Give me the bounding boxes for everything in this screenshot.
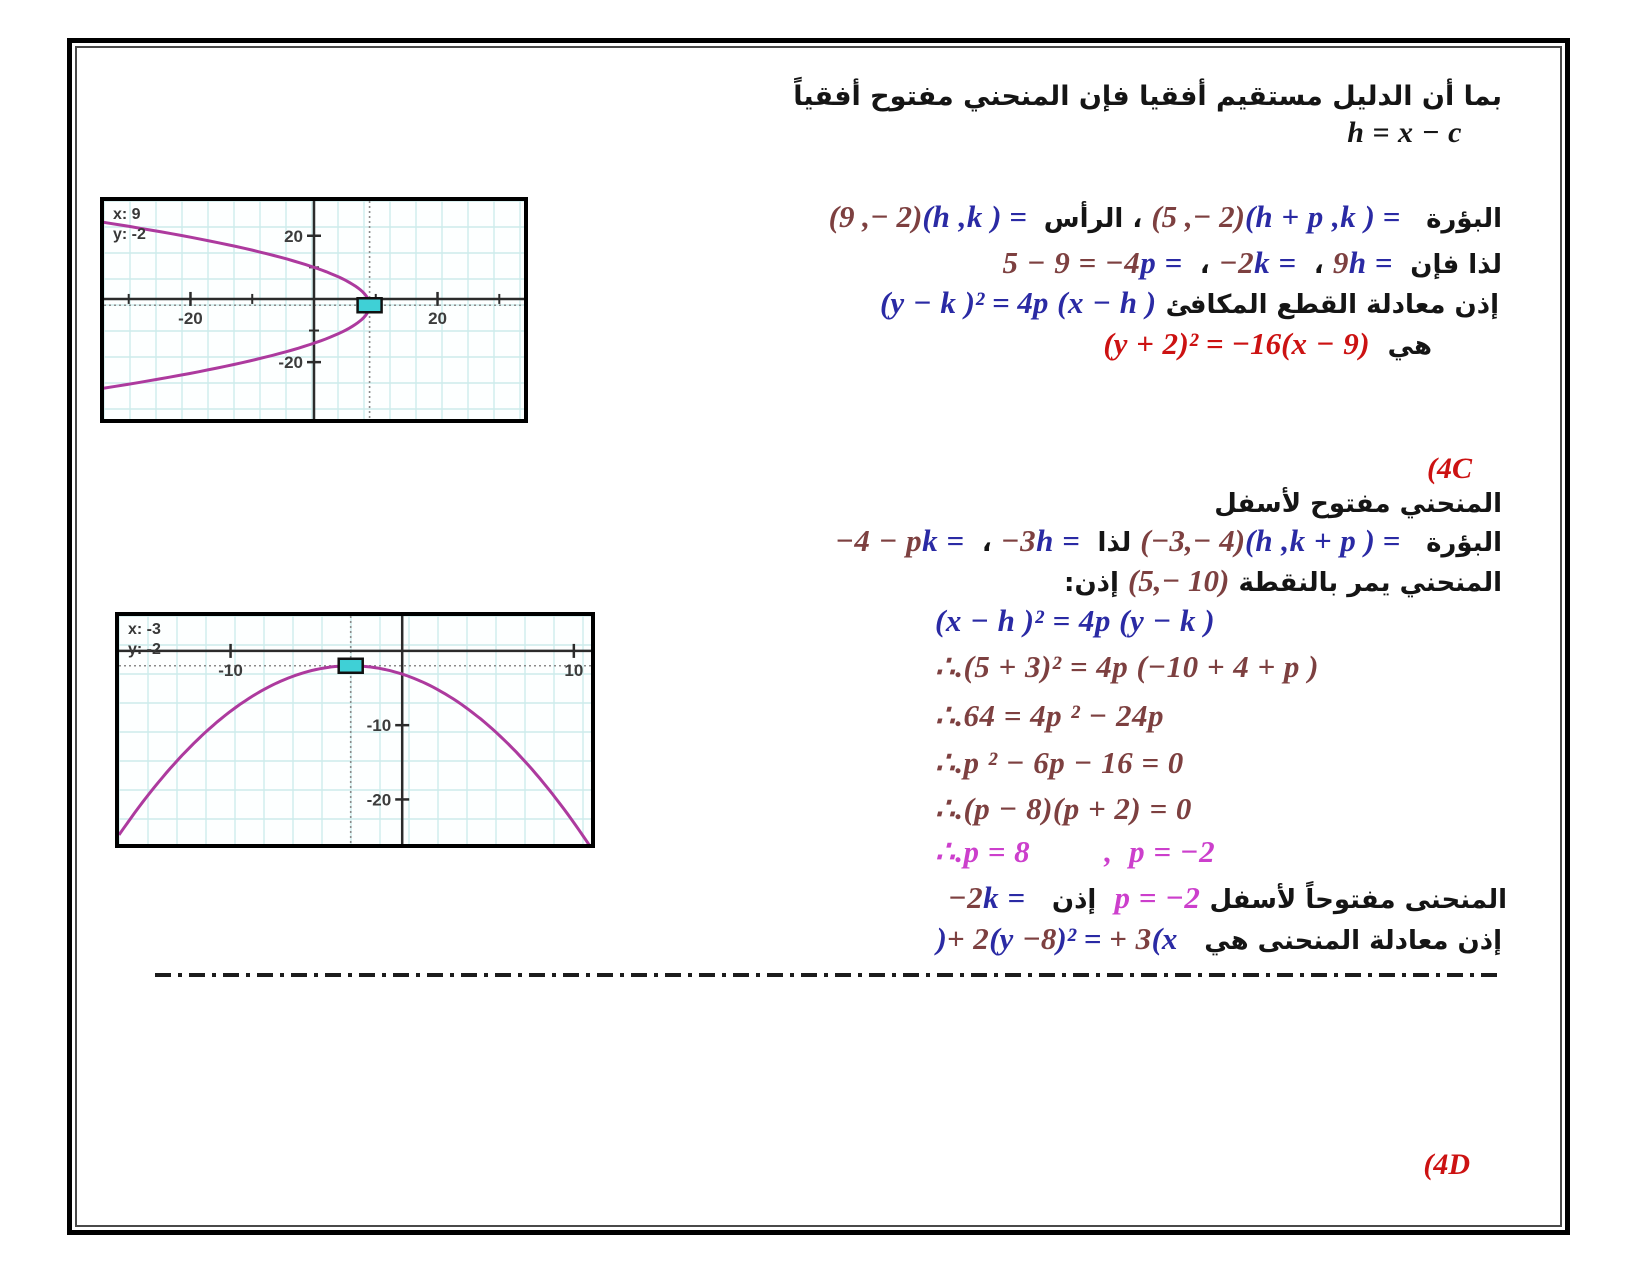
- text-segment: (y: [989, 921, 1023, 956]
- step-equation-4: [935, 744, 1184, 781]
- opens-down-note: المنحني مفتوح لأسفل: [1214, 489, 1502, 519]
- text-segment: ): [936, 921, 947, 956]
- section-4c-heading: (4C: [1427, 452, 1472, 485]
- svg-text:20: 20: [284, 226, 303, 246]
- text-segment: ،: [1190, 250, 1219, 280]
- text-segment: الرأس: [1034, 204, 1124, 234]
- text-segment: + 3: [1109, 921, 1152, 956]
- parabola-graph-horizontal: [100, 197, 528, 423]
- text-segment: )² =: [1056, 921, 1110, 956]
- text-segment: إذن معادلة المنحنى هي: [1186, 926, 1502, 956]
- text-segment: إذن: [1033, 885, 1115, 915]
- svg-text:-20: -20: [278, 353, 303, 373]
- graph1-cursor-y: y: -2: [113, 226, 146, 243]
- text-segment: −2: [947, 880, 984, 915]
- step-equation-5: [935, 790, 1192, 827]
- section-4d-heading: (4D: [1423, 1148, 1470, 1181]
- graph1-cursor-label: [113, 205, 146, 245]
- text-segment: لذا: [1088, 528, 1141, 558]
- graph-svg: [119, 616, 591, 844]
- vertex-marker: [339, 659, 363, 673]
- text-segment: ∴.p = 8 , p = −2: [935, 834, 1216, 869]
- text-segment: k =: [922, 523, 973, 558]
- solution-b-line-3: [880, 284, 1499, 323]
- text-segment: المنحني يمر بالنقطة: [1229, 568, 1502, 598]
- text-segment: (h ,k ) =: [922, 199, 1035, 234]
- parabola-graph-vertical: [115, 612, 595, 848]
- solution-b-line-1: [829, 198, 1502, 237]
- text-segment: المنحنى مفتوحاً لأسفل: [1200, 885, 1507, 915]
- final-equation-line: [936, 920, 1502, 959]
- text-segment: ،: [972, 528, 1001, 558]
- text-segment: (x: [1151, 921, 1187, 956]
- text-segment: h =: [1036, 523, 1089, 558]
- solution-b-line-2: [1002, 244, 1502, 283]
- text-segment: k =: [1254, 245, 1305, 280]
- text-segment: ∴.(5 + 3)² = 4p (−10 + 4 + p ): [935, 649, 1320, 684]
- section-divider: [155, 973, 1503, 977]
- svg-text:-20: -20: [178, 308, 203, 328]
- text-segment: (x − h )² = 4p (y − k ): [935, 603, 1216, 638]
- svg-text:20: 20: [428, 308, 447, 328]
- graph2-cursor-x: x: -3: [128, 621, 161, 638]
- text-segment: + 2: [946, 921, 990, 956]
- step-equation-6: [935, 833, 1215, 870]
- step-equation-3: [935, 697, 1164, 734]
- svg-text:-20: -20: [366, 790, 392, 810]
- text-segment: k =: [983, 880, 1034, 915]
- text-segment: p =: [1140, 245, 1191, 280]
- text-segment: البؤرة: [1407, 528, 1502, 558]
- solution-b-result-line: [1103, 324, 1432, 365]
- graph2-cursor-label: [128, 620, 161, 660]
- text-segment: ∴.64 = 4p ² − 24p: [935, 698, 1164, 733]
- text-segment: (y + 2)² = −16(x − 9): [1103, 326, 1370, 361]
- text-segment: −8: [1022, 921, 1057, 956]
- text-segment: (−3,− 4): [1140, 523, 1246, 558]
- text-segment: p = −2: [1114, 880, 1201, 915]
- text-segment: لذا فإن: [1401, 250, 1502, 280]
- graph1-cursor-x: x: 9: [113, 206, 141, 223]
- step-equation-2: [935, 648, 1319, 685]
- text-segment: −2: [1218, 245, 1255, 280]
- point-line: [1064, 562, 1502, 601]
- intro-note: بما أن الدليل مستقيم أفقيا فإن المنحني مفتوح أفقياً: [793, 81, 1502, 112]
- text-segment: −4 − p: [835, 523, 923, 558]
- svg-text:-10: -10: [366, 716, 392, 736]
- svg-text:-10: -10: [218, 660, 243, 680]
- text-segment: هي: [1369, 331, 1432, 361]
- text-segment: إذن:: [1064, 568, 1128, 598]
- text-segment: 5 − 9 = −4: [1002, 245, 1141, 280]
- text-segment: إذن معادلة القطع المكافئ: [1156, 290, 1499, 320]
- text-segment: (h + p ,k ) =: [1245, 199, 1408, 234]
- graph-svg: [104, 201, 524, 419]
- text-segment: ،: [1123, 204, 1152, 234]
- svg-text:10: 10: [564, 660, 584, 680]
- graph2-cursor-y: y: -2: [128, 641, 161, 658]
- text-segment: (h ,k + p ) =: [1245, 523, 1408, 558]
- text-segment: 9: [1332, 245, 1349, 280]
- text-segment: (5,− 10): [1127, 563, 1230, 598]
- text-segment: (9 ,− 2): [828, 199, 923, 234]
- text-segment: (5 ,− 2): [1151, 199, 1246, 234]
- focus-line: [835, 522, 1502, 561]
- conclusion-line: [948, 879, 1507, 918]
- step-equation-1: [935, 602, 1215, 639]
- text-segment: h =: [1348, 245, 1402, 280]
- text-segment: ∴.p ² − 6p − 16 = 0: [935, 745, 1184, 780]
- text-segment: (y − k )² = 4p (x − h ): [880, 285, 1157, 320]
- text-segment: ∴.(p − 8)(p + 2) = 0: [935, 791, 1192, 826]
- text-segment: ،: [1304, 250, 1333, 280]
- vertex-marker: [358, 298, 382, 312]
- text-segment: −3: [1000, 523, 1037, 558]
- text-segment: البؤرة: [1407, 204, 1502, 234]
- intro-formula: h = x − c: [1347, 116, 1462, 149]
